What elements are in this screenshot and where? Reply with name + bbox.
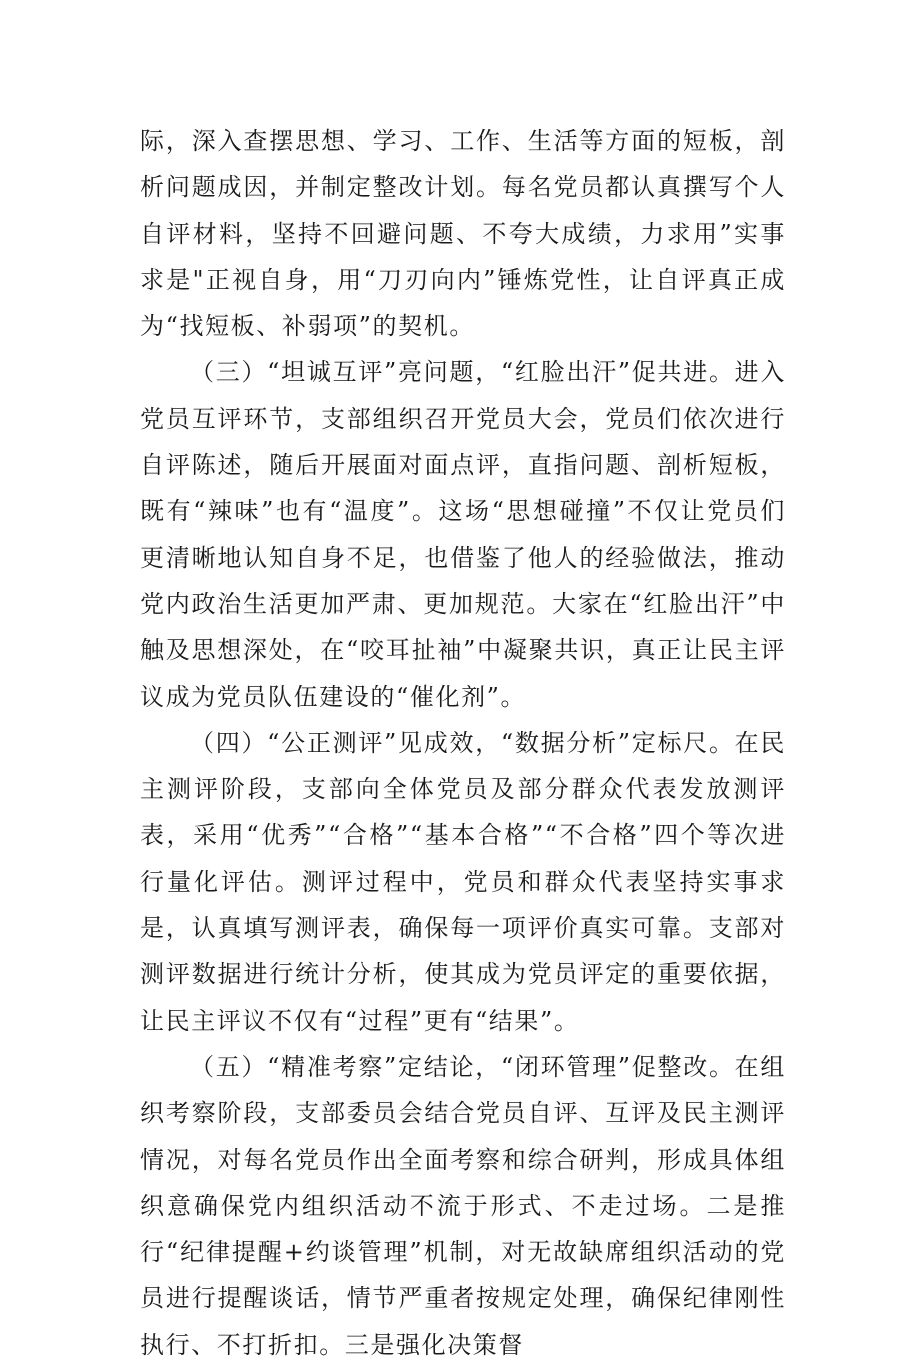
paragraph-self-evaluation-continued: 际，深入查摆思想、学习、工作、生活等方面的短板，剖析问题成因，并制定整改计划。每名党员都认真撰写个人自评材料，坚持不回避问题、不夸大成绩，力求用”实事求是"正视自身，用“刀刃向内”锤炼党性，让自评真正成为“找短板、补弱项”的契机。 [140,127,786,341]
paragraph-mutual-evaluation: （三）“坦诚互评”亮问题，“红脸出汗”促共进。进入党员互评环节，支部组织召开党员大会，党员们依次进行自评陈述，随后开展面对面点评，直指问题、剖析短板，既有“辣味”也有“温度”。这场“思想碰撞”不仅让党员们更清晰地认知自身不足，也借鉴了他人的经验做法，推动党内政治生活更加严肃、更加规范。大家在“红脸出汗”中触及思想深处，在“咬耳扯袖”中凝聚共识，真正让民主评议成为党员队伍建设的“催化剂”。 [140,358,786,711]
document-body [140,118,786,1368]
paragraph-organizational-inspection: （五）“精准考察”定结论，“闭环管理”促整改。在组织考察阶段，支部委员会结合党员自评、互评及民主测评情况，对每名党员作出全面考察和综合研判，形成具体组织意确保党内组织活动不流于形式、不走过场。二是推行“纪律提醒+约谈管理”机制，对无故缺席组织活动的党员进行提醒谈话，情节严重者按规定处理，确保纪律刚性执行、不打折扣。三是强化决策督 [140,1052,786,1359]
paragraph-democratic-assessment: （四）“公正测评”见成效，“数据分析”定标尺。在民主测评阶段，支部向全体党员及部分群众代表发放测评表，采用“优秀”“合格”“基本合格”“不合格”四个等次进行量化评估。测评过程中，党员和群众代表坚持实事求是，认真填写测评表，确保每一项评价真实可靠。支部对测评数据进行统计分析，使其成为党员评定的重要依据，让民主评议不仅有“过程”更有“结果”。 [140,728,786,1035]
